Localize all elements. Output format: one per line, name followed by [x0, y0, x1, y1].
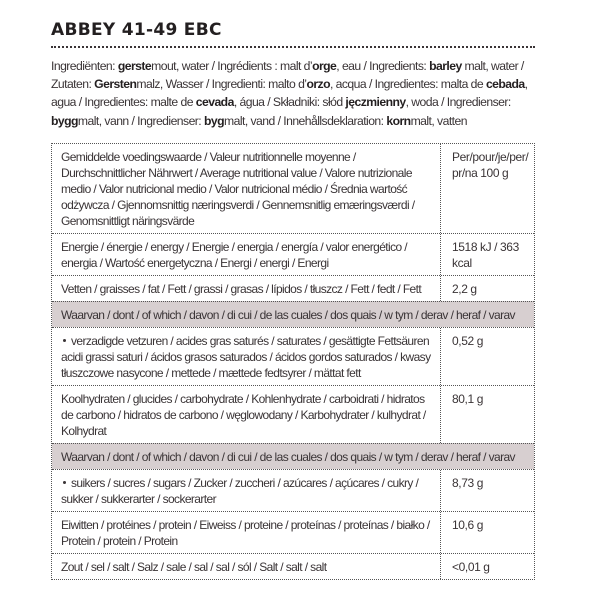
table-row — [52, 233, 534, 275]
nutrient-value: 8,73 g — [440, 470, 534, 511]
allergen-text: cevada — [195, 95, 234, 110]
bullet-icon — [63, 481, 66, 484]
ingredient-text: Ingrediënten: — [51, 59, 118, 73]
table-row — [52, 469, 534, 511]
allergen-text: jęczmienny — [345, 95, 406, 110]
nutrient-label — [52, 386, 440, 443]
nutrient-label — [52, 328, 440, 385]
allergen-text: orge — [312, 59, 337, 73]
nutrient-label-text: Zout / sel / salt / Salz / sale / sal / sal / sól / Salt / salt / salt — [61, 560, 327, 574]
bullet-icon — [63, 339, 66, 342]
ingredient-text: , agua / Ingredientes: malte de — [51, 77, 528, 110]
ingredient-text: , água / Składniki: słód — [233, 95, 346, 110]
nutrient-label-text: Eiwitten / protéines / protein / Eiweiss / proteine / proteínas / proteínas / białko / Protein / protein / Protein — [61, 518, 430, 548]
allergen-text: cebada — [485, 77, 525, 92]
nutrient-label-text: Vetten / graisses / fat / Fett / grassi / grasas / lípidos / tłuszcz / Fett / fedt / Fett — [61, 282, 422, 296]
allergen-text: byg — [203, 113, 225, 128]
nutrient-label — [52, 512, 440, 553]
allergen-text: bygg — [51, 113, 78, 128]
nutrient-label-text: verzadigde vetzuren / acides gras saturés / saturates / gesättigte Fettsäuren acidi grassi saturi / ácidos grasos saturados / ácidos gordos saturados / kwasy tłuszczowe nasycone / mettede / mættede fedtsyrer / mättat fett — [61, 334, 431, 380]
table-row — [52, 327, 534, 385]
ingredient-text: malt, vann / Ingredienser: — [77, 113, 204, 128]
table-row — [52, 275, 534, 301]
table-row — [52, 144, 534, 233]
ingredient-text: , acqua / Ingredientes: malta de — [329, 77, 486, 92]
table-subheader-row — [52, 443, 534, 469]
nutrient-label — [52, 276, 440, 301]
table-row — [52, 511, 534, 553]
table-row — [52, 553, 534, 579]
ingredients-paragraph — [51, 57, 541, 130]
nutrient-value: Per/pour/je/per/ pr/na 100 g — [440, 144, 534, 233]
subheader-label: Waarvan / dont / of which / davon / di cui / de las cuales / dos quais / w tym / derav / heraf / varav — [61, 308, 515, 322]
nutrient-label-text: suikers / sucres / sugars / Zucker / zuccheri / azúcares / açúcares / cukry / sukker / sukkerarter / sockerarter — [61, 476, 419, 506]
nutrient-label-text: Energie / énergie / energy / Energie / energia / energía / valor energético / energia / Wartość energetyczna / Energi / energi / Energi — [61, 240, 408, 270]
allergen-text: gerste — [117, 59, 152, 73]
ingredient-text: malz, Wasser / Ingredienti: malto d’ — [136, 77, 307, 92]
nutrient-label-text: Gemiddelde voedingswaarde / Valeur nutritionnelle moyenne / Durchschnittlicher Nährwert / Average nutritional value / Valore nutrizionale medio / Valor nutricional medio / Valor nutricional médio / Średnia wartość odżywcza / Gjennomsnittig næringsverdi / Gennemsnitlig emæringsværdi / Genomsnittligt näringsvärde — [61, 150, 415, 228]
nutrient-value: 0,52 g — [440, 328, 534, 385]
title-divider — [51, 46, 535, 48]
nutrition-table — [51, 143, 535, 580]
product-title: ABBEY 41-49 EBC — [51, 20, 222, 40]
allergen-text: barley — [429, 59, 462, 73]
nutrient-value: <0,01 g — [440, 554, 534, 579]
allergen-text: korn — [386, 113, 411, 128]
nutrient-label — [52, 470, 440, 511]
nutrient-value: 1518 kJ / 363 kcal — [440, 234, 534, 275]
nutrient-value: 10,6 g — [440, 512, 534, 553]
nutrient-label-text: Koolhydraten / glucides / carbohydrate / Kohlenhydrate / carboidrati / hidratos de carbono / hidratos de carbono / węglowodany / Karbohydrater / kulhydrat / Kolhydrat — [61, 392, 426, 438]
nutrient-label — [52, 234, 440, 275]
nutrient-value: 80,1 g — [440, 386, 534, 443]
table-row — [52, 385, 534, 443]
nutrient-label — [52, 554, 440, 579]
allergen-text: Gersten — [94, 77, 137, 92]
ingredient-text: malt, vand / Innehållsdeklaration: — [224, 113, 387, 128]
ingredient-text: malt, water / Zutaten: — [51, 59, 524, 92]
table-subheader-row — [52, 301, 534, 327]
ingredient-text: mout, water / Ingrédients : malt d’ — [151, 59, 313, 73]
ingredient-text: malt, vatten — [410, 113, 467, 128]
subheader-label: Waarvan / dont / of which / davon / di cui / de las cuales / dos quais / w tym / derav / heraf / varav — [61, 450, 515, 464]
allergen-text: orzo — [306, 77, 330, 92]
ingredient-text: , woda / Ingredienser: — [405, 95, 511, 110]
nutrient-value: 2,2 g — [440, 276, 534, 301]
nutrient-label — [52, 144, 440, 233]
ingredient-text: , eau / Ingredients: — [336, 59, 430, 73]
